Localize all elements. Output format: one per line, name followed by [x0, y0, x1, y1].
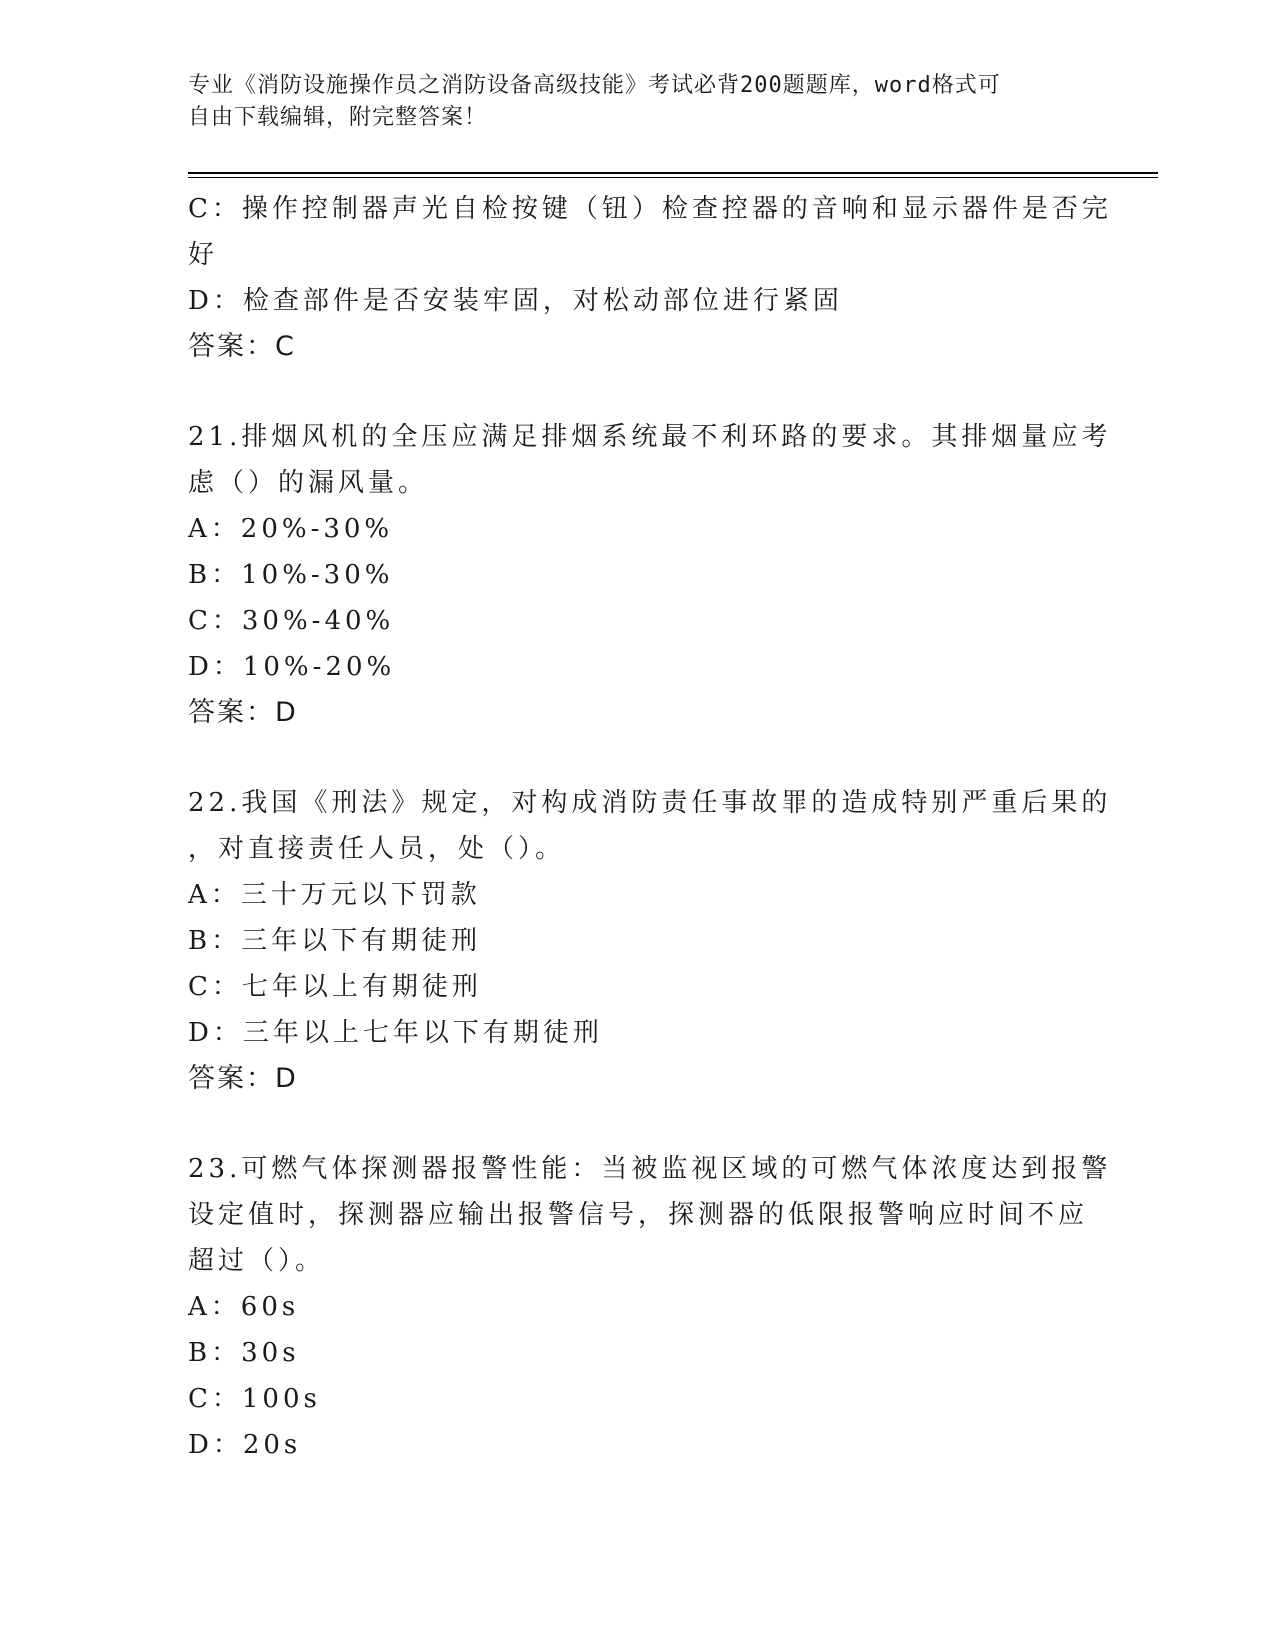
- question-block-21: [188, 414, 1158, 736]
- answer-text: 答案：C: [188, 331, 296, 362]
- option-text: D：10%-20%: [188, 652, 396, 682]
- option-text: A：三十万元以下罚款: [188, 880, 481, 910]
- question-list: [188, 186, 1158, 1468]
- option-text: 好: [188, 240, 219, 270]
- option-text: A：20%-30%: [188, 514, 394, 544]
- option-text: D：三年以上七年以下有期徒刑: [188, 1018, 603, 1048]
- option-text: D：20s: [188, 1430, 302, 1460]
- question-stem: 22.我国《刑法》规定，对构成消防责任事故罪的造成特别严重后果的: [188, 788, 1112, 818]
- option-text: B：30s: [188, 1338, 300, 1368]
- question-block-23: [188, 1146, 1158, 1468]
- header-divider: [188, 172, 1158, 178]
- option-text: C：30%-40%: [188, 606, 395, 636]
- answer-text: 答案：D: [188, 1063, 298, 1094]
- answer-text: 答案：D: [188, 697, 298, 728]
- question-stem: ，对直接责任人员，处（）。: [188, 834, 566, 864]
- question-block-22: [188, 780, 1158, 1102]
- question-stem: 23.可燃气体探测器报警性能：当被监视区域的可燃气体浓度达到报警: [188, 1154, 1112, 1184]
- option-text: B：10%-30%: [188, 560, 394, 590]
- option-text: C：七年以上有期徒刑: [188, 972, 482, 1002]
- question-stem: 超过（）。: [188, 1246, 326, 1276]
- document-header: [188, 70, 1068, 134]
- document-page: [188, 70, 1158, 1468]
- question-stem: 21.排烟风机的全压应满足排烟系统最不利环路的要求。其排烟量应考: [188, 422, 1112, 452]
- header-line: 自由下载编辑，附完整答案！: [188, 105, 488, 130]
- option-text: C：100s: [188, 1384, 321, 1414]
- header-line: 专业《消防设施操作员之消防设备高级技能》考试必背200题题库，word格式可: [188, 73, 1001, 98]
- question-block-previous: [188, 186, 1158, 370]
- option-text: A：60s: [188, 1292, 300, 1322]
- option-text: B：三年以下有期徒刑: [188, 926, 482, 956]
- option-text: C：操作控制器声光自检按键（钮）检查控器的音响和显示器件是否完: [188, 194, 1112, 224]
- option-text: D：检查部件是否安装牢固，对松动部位进行紧固: [188, 286, 843, 316]
- question-stem: 虑（）的漏风量。: [188, 468, 429, 498]
- question-stem: 设定值时，探测器应输出报警信号，探测器的低限报警响应时间不应: [188, 1200, 1089, 1230]
